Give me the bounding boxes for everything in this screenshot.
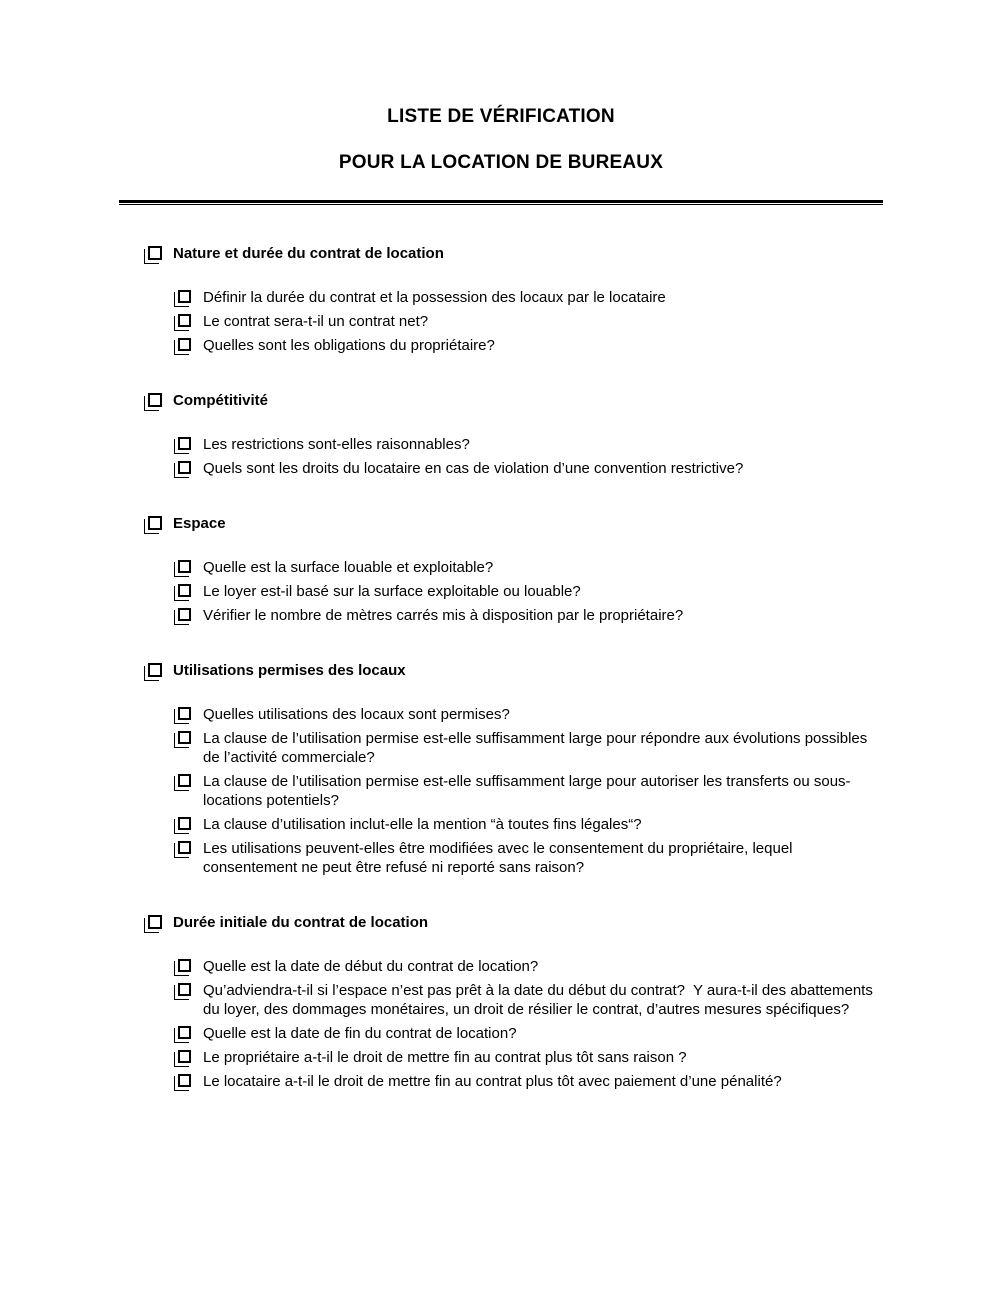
checklist-item-label: Quelle est la date de fin du contrat de location? [203,1025,517,1042]
document-title-line2: POUR LA LOCATION DE BUREAUX [338,152,664,173]
checklist-item [119,705,883,724]
section-items [119,558,883,625]
section-items [119,705,883,877]
checklist-item-label: Définir la durée du contrat et la possession des locaux par le locataire [203,289,666,306]
checklist-item-label: Le loyer est-il basé sur la surface exploitable ou louable? [203,583,581,600]
checklist-item-label: La clause de l’utilisation permise est-elle suffisamment large pour répondre aux évolutions possibles de l’activité commerciale? [203,730,872,766]
checklist-item [119,1072,883,1091]
document-title-line1: LISTE DE VÉRIFICATION [387,106,615,127]
checklist-item [119,582,883,601]
checkbox-icon [148,246,162,260]
section-heading-label: Compétitivité [173,392,269,409]
checkbox-icon [178,461,191,474]
checklist-item [119,1048,883,1067]
checkbox-icon [148,393,162,407]
checklist-item [119,772,883,810]
section-items [119,957,883,1091]
checkbox-icon [178,1026,191,1039]
checklist-item [119,459,883,478]
section-duree-initiale [119,913,883,1091]
checklist-item-label: Les restrictions sont-elles raisonnables? [203,436,470,453]
section-heading-label: Durée initiale du contrat de location [173,914,429,931]
horizontal-rule [119,200,883,205]
section-heading [119,391,883,410]
document-page [119,0,883,1091]
section-items [119,435,883,478]
checklist-item-label: Quelles sont les obligations du propriétaire? [203,337,495,354]
checklist-item-label: Le locataire a-t-il le droit de mettre fin au contrat plus tôt avec paiement d’une pénalité? [203,1073,782,1090]
checklist-item [119,839,883,877]
checklist-item [119,981,883,1019]
section-heading-label: Nature et durée du contrat de location [173,245,444,262]
checklist-item-label: La clause d’utilisation inclut-elle la mention “à toutes fins légales“? [203,816,642,833]
checkbox-icon [148,663,162,677]
checklist-item [119,312,883,331]
section-heading-label: Espace [173,515,226,532]
section-heading [119,661,883,680]
checklist-item-label: Le propriétaire a-t-il le droit de mettre fin au contrat plus tôt sans raison ? [203,1049,687,1066]
checklist-item [119,606,883,625]
checkbox-icon [178,290,191,303]
checkbox-icon [178,584,191,597]
checklist-item [119,1024,883,1043]
checkbox-icon [178,560,191,573]
checkbox-icon [178,707,191,720]
checkbox-icon [178,1074,191,1087]
checklist-item-label: Quels sont les droits du locataire en cas de violation d’une convention restrictive? [203,460,744,477]
section-competitivite [119,391,883,478]
checkbox-icon [178,338,191,351]
checkbox-icon [178,841,191,854]
checkbox-icon [148,516,162,530]
checklist-item-label: Les utilisations peuvent-elles être modifiées avec le consentement du propriétaire, lequel consentement ne peut être refusé ni reporté sans raison? [203,840,797,876]
checklist-item-label: Vérifier le nombre de mètres carrés mis à disposition par le propriétaire? [203,607,684,624]
checkbox-icon [178,774,191,787]
checklist-item [119,288,883,307]
checklist-item-label: La clause de l’utilisation permise est-elle suffisamment large pour autoriser les transferts ou sous-locations potentiels? [203,773,851,809]
checklist-item [119,336,883,355]
checklist-item [119,729,883,767]
section-items [119,288,883,355]
checklist-item-label: Le contrat sera-t-il un contrat net? [203,313,429,330]
section-heading [119,913,883,932]
checklist-item [119,957,883,976]
checkbox-icon [178,437,191,450]
checklist-item-label: Quelle est la surface louable et exploitable? [203,559,494,576]
checkbox-icon [178,817,191,830]
section-nature-et-duree [119,244,883,355]
checklist-item-label: Quelle est la date de début du contrat de location? [203,958,539,975]
section-heading [119,244,883,263]
section-utilisations-permises [119,661,883,877]
checklist-item-label: Qu’adviendra-t-il si l’espace n’est pas prêt à la date du début du contrat? Y aura-t-il des abattements du loyer, des dommages monétaires, un droit de résilier le contrat, d’autres mesures spécifiques? [203,982,878,1018]
section-espace [119,514,883,625]
checklist-item-label: Quelles utilisations des locaux sont permises? [203,706,510,723]
section-heading [119,514,883,533]
section-heading-label: Utilisations permises des locaux [173,662,406,679]
checkbox-icon [178,1050,191,1063]
checkbox-icon [178,983,191,996]
checkbox-icon [178,314,191,327]
checklist-item [119,558,883,577]
checkbox-icon [178,608,191,621]
checklist-item [119,435,883,454]
checklist-item [119,815,883,834]
checkbox-icon [178,959,191,972]
checkbox-icon [148,915,162,929]
checkbox-icon [178,731,191,744]
